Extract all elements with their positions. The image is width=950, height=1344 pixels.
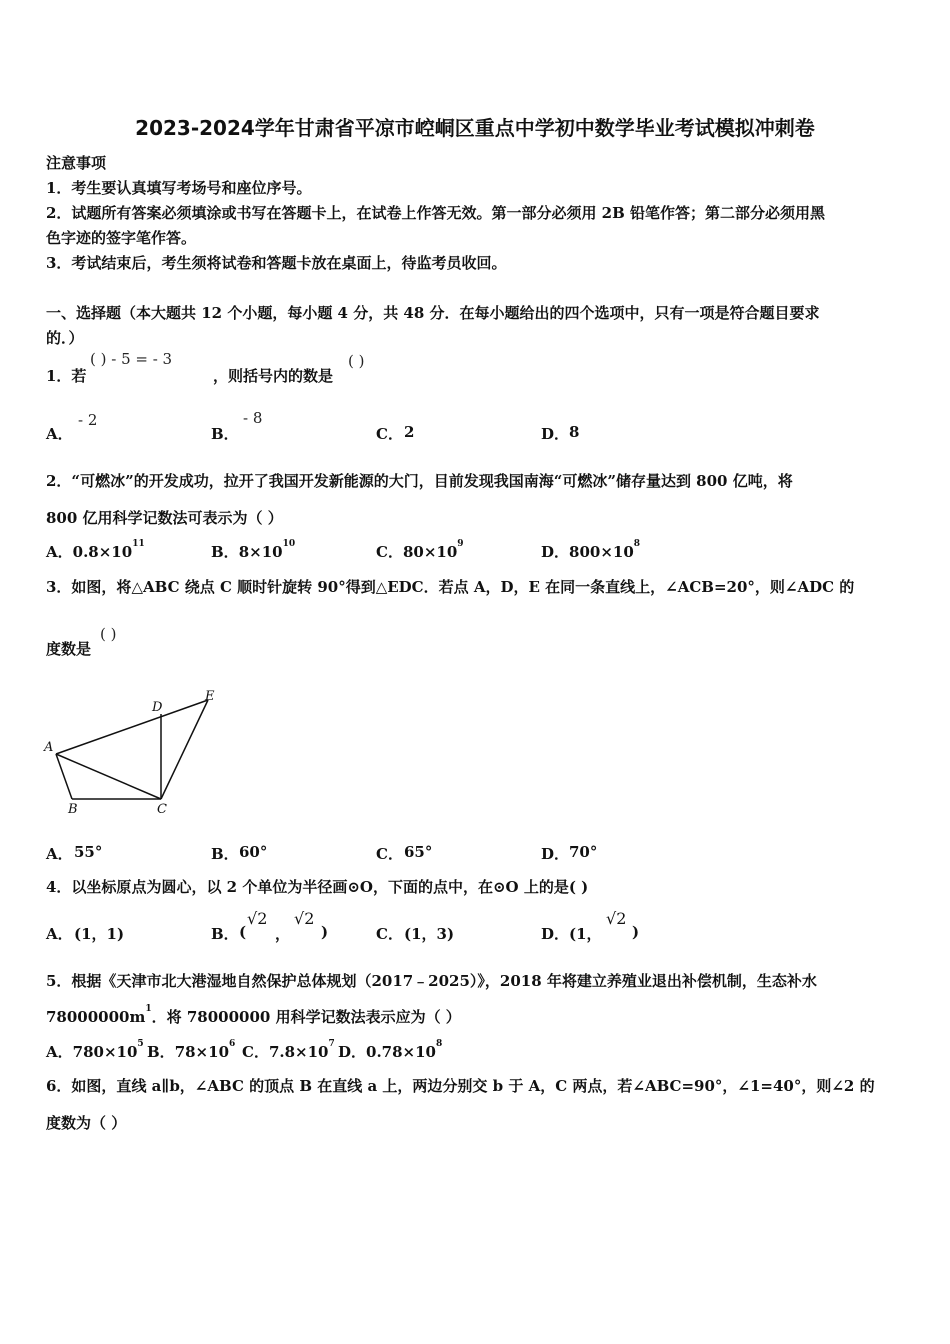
option-value: (1，1) <box>74 925 125 943</box>
option-value-pre: (1， <box>569 925 602 943</box>
section-heading: 一、选择题（本大题共 12 个小题，每小题 4 分，共 48 分．在每小题给出的四个选项中，只有一项是符合题目要求 <box>46 304 820 322</box>
sqrt-two: √2 <box>247 909 268 928</box>
option-label: C． <box>376 925 403 943</box>
option-value-post: ) <box>321 923 329 941</box>
notice-item: 色字迹的签字笔作答。 <box>46 229 197 247</box>
option-exponent: 11 <box>132 539 145 549</box>
option-label: A． <box>46 845 73 863</box>
notice-heading: 注意事项 <box>46 154 107 172</box>
question-2-text: 2．“可燃冰”的开发成功，拉开了我国开发新能源的大门，目前发现我国南海“可燃冰”储存量达到 800 亿吨，将 <box>46 472 793 490</box>
option-value: (1，3) <box>404 925 455 943</box>
option-a <box>46 541 145 562</box>
option-label: A． <box>46 543 73 561</box>
option-value-mid: ， <box>275 925 291 943</box>
option-label: A． <box>46 925 73 943</box>
option-label: B． <box>211 543 239 561</box>
question-1-expression: ( ) - 5 = - 3 <box>90 350 173 368</box>
option-label: B． <box>211 925 239 943</box>
question-3-text-cont: 度数是 <box>46 640 92 658</box>
label-d: D <box>152 700 163 715</box>
question-4-text: 4．以坐标原点为圆心，以 2 个单位为半径画⊙O，下面的点中，在⊙O 上的是( ) <box>46 878 589 896</box>
question-1-prefix: 1．若 <box>46 367 87 385</box>
question-6-text-cont: 度数为（ ） <box>46 1114 127 1132</box>
sqrt-two: √2 <box>294 909 315 928</box>
option-exponent: 9 <box>457 539 464 549</box>
option-label: C． <box>376 543 403 561</box>
option-base: 7.8×10 <box>268 1043 329 1061</box>
question-1-paren: ( ) <box>348 352 365 370</box>
question-3-paren: ( ) <box>100 625 117 643</box>
option-c <box>242 1041 335 1062</box>
segment-ab <box>56 754 72 799</box>
option-label: C． <box>376 425 403 443</box>
option-exponent: 8 <box>633 539 641 549</box>
option-d <box>338 1041 442 1062</box>
option-value: 65° <box>404 843 433 861</box>
option-label: D． <box>338 1043 367 1061</box>
segment-ac <box>56 754 161 799</box>
question-3-text: 3．如图，将△ABC 绕点 C 顺时针旋转 90°得到△EDC．若点 A，D，E 在同一条直线上，∠ACB=20°，则∠ADC 的 <box>46 578 855 596</box>
option-b <box>147 1041 235 1062</box>
option-value-post: ) <box>632 923 640 941</box>
option-base: 0.78×10 <box>366 1043 436 1061</box>
option-d <box>541 541 640 562</box>
segment-ae <box>56 700 208 754</box>
question-2-text-cont: 800 亿用科学记数法可表示为（ ） <box>46 509 283 527</box>
label-e: E <box>205 689 215 704</box>
page-title: 2023-2024学年甘肃省平凉市崆峒区重点中学初中数学毕业考试模拟冲刺卷 <box>135 116 815 140</box>
option-label: D． <box>541 925 570 943</box>
option-label: B． <box>211 845 239 863</box>
option-label: B． <box>147 1043 175 1061</box>
option-value: 55° <box>74 843 103 861</box>
option-value: 8 <box>569 423 580 441</box>
option-base: 78×10 <box>174 1043 230 1061</box>
option-base: 0.8×10 <box>72 543 133 561</box>
option-value: 60° <box>239 843 268 861</box>
option-base: 780×10 <box>72 1043 138 1061</box>
section-heading-cont: 的．） <box>46 329 84 347</box>
option-exponent: 8 <box>436 1039 443 1049</box>
question-6-text: 6．如图，直线 a∥b，∠ABC 的顶点 B 在直线 a 上，两边分别交 b 于 A，C 两点，若∠ABC=90°，∠1=40°，则∠2 的 <box>46 1077 875 1095</box>
option-label: C． <box>242 1043 269 1061</box>
question-1-text: ，则括号内的数是 <box>213 367 334 385</box>
question-5-text: 5．根据《天津市北大港湿地自然保护总体规划（2017﹣2025）》，2018 年将建立养殖业退出补偿机制，生态补水 <box>46 972 817 990</box>
option-b <box>211 541 295 562</box>
option-value: 70° <box>569 843 598 861</box>
notice-item: 1．考生要认真填写考场号和座位序号。 <box>46 179 312 197</box>
option-value: 2 <box>404 423 415 441</box>
option-exponent: 10 <box>282 539 296 549</box>
option-exponent: 7 <box>328 1039 335 1049</box>
label-c: C <box>157 802 167 817</box>
option-c <box>376 541 464 562</box>
label-a: A <box>44 740 54 755</box>
option-label: A． <box>46 425 73 443</box>
option-label: D． <box>541 543 570 561</box>
geometry-figure <box>40 682 230 817</box>
option-a <box>46 1041 144 1062</box>
option-base: 800×10 <box>569 543 634 561</box>
option-label: A． <box>46 1043 73 1061</box>
option-exponent: 5 <box>137 1039 144 1049</box>
option-label: D． <box>541 845 570 863</box>
notice-item: 3．考试结束后，考生须将试卷和答题卡放在桌面上，待监考员收回。 <box>46 254 507 272</box>
option-label: D． <box>541 425 570 443</box>
option-exponent: 6 <box>229 1039 236 1049</box>
question-5-text-cont: $78000000m^1$．将 78000000 用科学记数法表示应为（ ） <box>46 1004 461 1026</box>
notice-item: 2．试题所有答案必须填涂或书写在答题卡上，在试卷上作答无效。第一部分必须用 2B 铅笔作答；第二部分必须用黑 <box>46 204 826 222</box>
option-value: - 2 <box>78 411 98 429</box>
option-value: - 8 <box>243 409 263 427</box>
label-b: B <box>68 802 78 817</box>
option-label: C． <box>376 845 403 863</box>
sqrt-two: √2 <box>606 909 627 928</box>
option-label: B． <box>211 425 239 443</box>
option-base: 80×10 <box>402 543 458 561</box>
option-value-pre: ( <box>239 923 247 941</box>
option-base: 8×10 <box>238 543 283 561</box>
